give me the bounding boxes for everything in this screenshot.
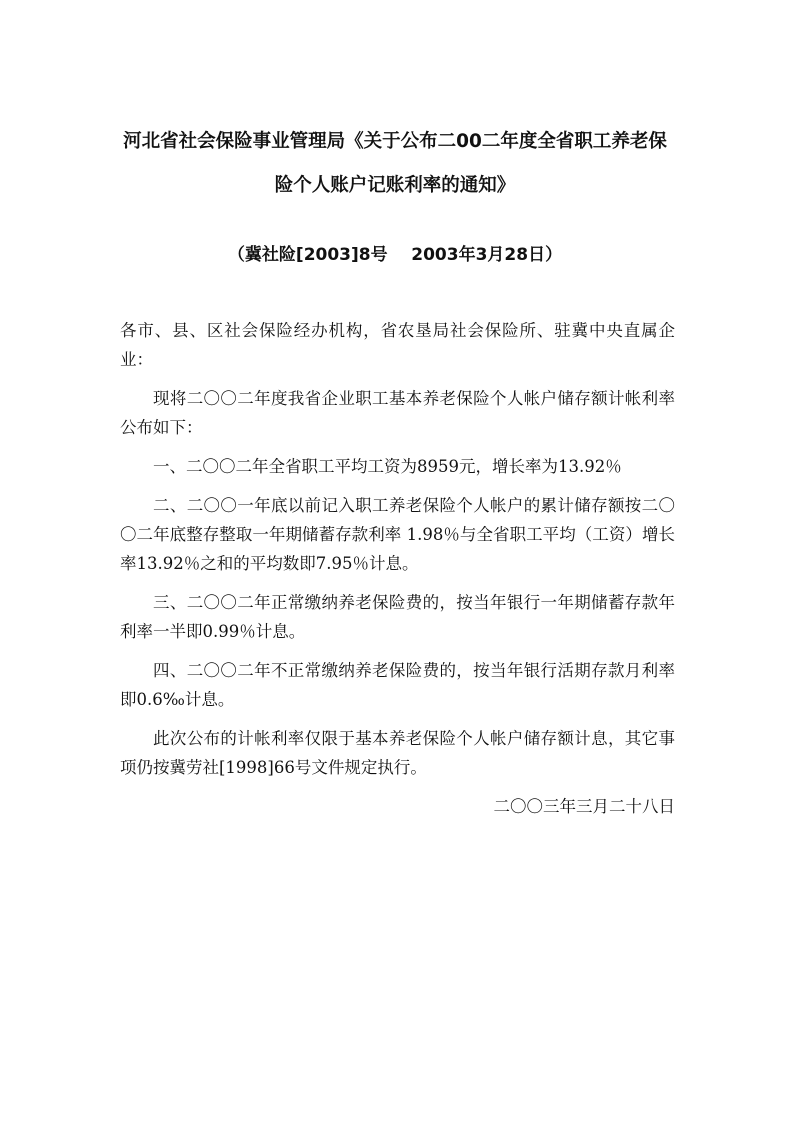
paragraph-item-3: 三、二〇〇二年正常缴纳养老保险费的，按当年银行一年期储蓄存款年利率一半即0.99％计息。: [120, 593, 675, 641]
document-date: 二〇〇三年三月二十八日: [493, 797, 675, 816]
document-title: [105, 120, 685, 208]
paragraph-item-1: 一、二〇〇二年全省职工平均工资为8959元，增长率为13.92％: [153, 457, 622, 476]
paragraph-item-2: 二、二〇〇一年底以前记入职工养老保险个人帐户的累计储存额按二〇〇二年底整存整取一年期储蓄存款利率 1.98％与全省职工平均（工资）增长率13.92％之和的平均数即7.95％计息。: [120, 496, 675, 573]
paragraph-item-4: 四、二〇〇二年不正常缴纳养老保险费的，按当年银行活期存款月利率即0.6‰计息。: [120, 661, 675, 709]
salutation: 各市、县、区社会保险经办机构，省农垦局社会保险所、驻冀中央直属企业：: [120, 321, 675, 369]
paragraph-closing: 此次公布的计帐利率仅限于基本养老保险个人帐户储存额计息，其它事项仍按冀劳社[1998]66号文件规定执行。: [120, 729, 675, 777]
document-number: （冀社险[2003]8号 2003年3月28日）: [227, 245, 563, 265]
paragraph-intro: 现将二〇〇二年度我省企业职工基本养老保险个人帐户储存额计帐利率公布如下：: [120, 389, 675, 437]
document-body: [120, 316, 675, 821]
title-line-1: 河北省社会保险事业管理局《关于公布二00二年度全省职工养老保: [123, 131, 667, 152]
title-line-2: 险个人账户记账利率的通知》: [274, 175, 516, 196]
